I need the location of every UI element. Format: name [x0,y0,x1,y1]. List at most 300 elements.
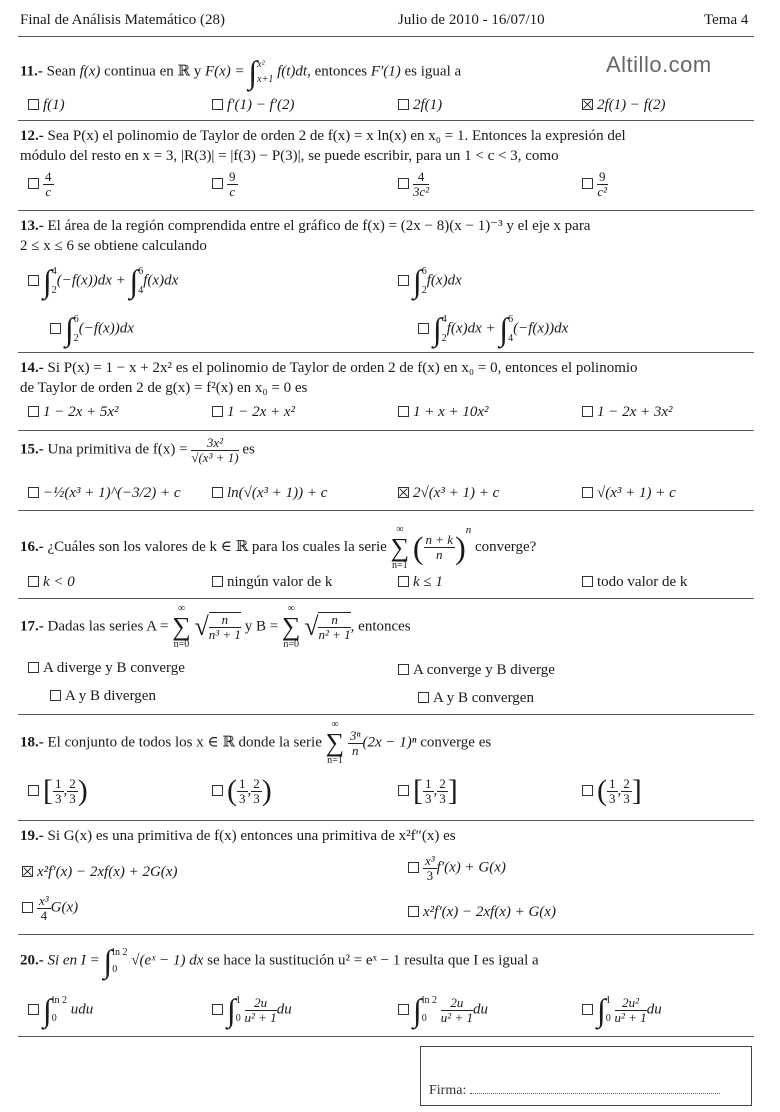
numerator: 9 [599,169,606,184]
checkbox[interactable] [408,862,419,873]
signature-line [470,1081,720,1094]
limits [52,992,67,1028]
option-label: f′(1) − f′(2) [227,97,295,113]
denominator: 4 [40,907,48,923]
option-label: G(x) [50,899,79,916]
lower-limit: n=0 [173,639,190,650]
checkbox[interactable] [28,178,39,189]
q19-option-2[interactable] [408,854,506,882]
checkbox[interactable] [398,576,409,587]
checkbox[interactable] [50,690,61,701]
fraction [237,777,248,805]
numerator: 9 [229,169,236,184]
option-label: −½(x³ + 1)^(−3/2) + c [43,485,181,501]
option-label: √(x³ + 1) + c [597,485,676,501]
divider [18,1036,754,1037]
checkbox[interactable] [28,785,39,796]
watermark-logo: Altillo.com [606,52,712,77]
option-label: A diverge y B converge [43,660,185,676]
integral-sign: ∫ [43,992,52,1028]
q12-option-3[interactable] [398,170,429,198]
lower-limit: 0 [605,1013,611,1024]
q17-text: Dadas las series A = [47,618,169,635]
paren-right: ) [455,529,466,566]
limits [236,992,241,1028]
checkbox[interactable] [28,1004,39,1015]
q12-option-4[interactable] [582,170,608,198]
fraction [348,729,363,757]
lower-limit: 4 [138,285,144,296]
q13-text-1: El área de la región comprendida entre el gráfico de f(x) = (2x − 8)(x − 1)⁻³ y el eje x para [47,218,591,234]
bracket-right: ] [447,774,458,807]
fraction [441,996,473,1024]
q12-stem-line1 [20,126,626,146]
q11-number: 11.- [20,63,43,80]
q20-text-b: se hace la sustitución u² = eˣ − 1 resulta que I es igual a [207,952,539,969]
q17-option-4[interactable] [418,690,534,707]
denominator: 3 [239,790,246,806]
differential: du [646,1001,662,1018]
q15-option-2[interactable] [212,485,327,502]
upper-limit: 1 [605,995,611,1006]
checkbox[interactable] [418,692,429,703]
denominator: u² + 1 [244,1009,277,1025]
checkbox[interactable] [28,275,39,286]
q14-text-1: Si P(x) = 1 − x + 2x² es el polinomio de Taylor de orden 2 de f(x) en x₀ = 0, entonces el polinomio [47,360,638,376]
q13-stem-line1 [20,216,590,236]
checkbox[interactable] [28,406,39,417]
q18-option-3[interactable]: [ $\frac{1}{3}$ , $\frac{2}{3}$ ] [398,776,458,806]
numerator: 1 [55,775,62,791]
q16-option-2[interactable] [212,574,332,591]
q15-text: Una primitiva de f(x) = [47,441,188,458]
fraction [245,996,277,1024]
fraction [53,777,64,805]
lower-limit: n=1 [392,559,408,571]
differential: du [276,1001,292,1018]
upper-limit: ln 2 [112,947,128,958]
option-label: ln(√(x³ + 1)) + c [227,485,328,501]
checkbox[interactable] [212,785,223,796]
q18-option-4[interactable]: ( $\frac{1}{3}$ , $\frac{2}{3}$ ] [582,776,642,806]
fraction [621,777,632,805]
checkbox[interactable] [22,902,33,913]
q11-option-3[interactable] [398,97,442,114]
fraction [37,894,51,922]
fraction [437,777,448,805]
upper-limit: ln 2 [421,995,438,1006]
upper-limit: ∞ [331,719,339,730]
q20-option-1[interactable] [28,992,93,1028]
upper-limit: 6 [508,314,514,325]
denominator: 3 [609,790,616,806]
q12-text-1: Sea P(x) el polinomio de Taylor de orden 2 de f(x) = x ln(x) en x₀ = 1. Entonces la expresión del [47,128,626,144]
lower-limit: 0 [51,1013,57,1024]
q14-option-3[interactable] [398,404,489,421]
q13-option-3[interactable] [50,310,134,348]
option-label: 1 − 2x + x² [227,404,296,420]
q14-stem-line2: de Taylor de orden 2 de g(x) = f²(x) en x₀ = 0 es [20,380,308,396]
limits [112,944,127,978]
q19-option-3[interactable] [22,894,78,922]
fraction [597,170,608,198]
integrand: (−f(x))dx [513,320,569,337]
fraction [615,996,647,1024]
divider [18,510,754,511]
divider [18,210,754,211]
q16-text-end: converge? [474,539,537,555]
divider [18,934,754,935]
q11-limits [257,57,273,87]
option-label: 1 − 2x + 5x² [43,404,119,420]
q20-stem [20,944,539,978]
numerator: n + k [425,532,454,548]
q19-number: 19.- [20,828,44,844]
q14-option-1[interactable] [28,404,119,421]
sqrt-symbol: √ [194,612,209,641]
option-label: k < 0 [43,574,75,590]
q20-number: 20.- [20,952,44,969]
fraction [251,777,262,805]
checkbox[interactable] [212,178,223,189]
q11-lower-limit: x+1 [257,74,274,85]
option-label: f(1) [43,97,65,113]
q16-text: ¿Cuáles son los valores de k ∈ ℝ para los cuales la serie [47,539,387,555]
integrand: f(x)dx [426,272,462,289]
lower-limit: 2 [73,333,79,344]
q13-number: 13.- [20,218,44,234]
checkbox[interactable] [28,662,39,673]
numerator: 2 [439,775,446,791]
q15-stem [20,436,255,464]
lower-limit: n=0 [283,639,299,650]
divider [18,352,754,353]
integral-sign: ∫ [227,992,236,1028]
denominator: 3c² [413,183,430,199]
denominator: n³ + 1 [208,627,241,642]
lower-limit: 0 [235,1013,241,1024]
integral-sign: ∫ [103,943,113,979]
divider [18,714,754,715]
checkbox[interactable] [582,178,593,189]
checkbox[interactable] [28,99,39,110]
checkbox-checked[interactable] [398,487,409,498]
q15-option-1[interactable] [28,485,181,502]
option-label: todo valor de k [597,574,688,590]
denominator: 3 [253,790,260,806]
signature-label: Firma: [429,1083,467,1098]
checkbox-checked[interactable] [582,99,593,110]
checkbox[interactable] [418,323,429,334]
q11-fx: f(x) [79,63,101,80]
fraction [413,170,429,198]
fraction [227,170,238,198]
bracket-right: ] [631,774,642,807]
upper-limit: ∞ [177,603,186,614]
numerator: 3ⁿ [349,727,361,743]
upper-limit: 6 [73,314,79,325]
divider [18,598,754,599]
paren-left: ( [412,529,424,566]
checkbox-checked[interactable] [22,866,33,877]
integral-sign: ∫ [597,992,606,1028]
checkbox[interactable] [398,178,409,189]
fraction [191,436,238,464]
integral-sign: ∫ [413,992,422,1028]
q19-option-4[interactable] [408,904,556,921]
q12-option-2[interactable] [212,170,238,198]
fraction [423,777,434,805]
q16-option-1[interactable] [28,574,75,591]
checkbox[interactable] [28,487,39,498]
q20-option-3[interactable] [398,992,488,1028]
upper-limit: ∞ [287,603,295,614]
signature-field [429,1081,720,1099]
q14-stem-line1 [20,358,638,378]
bracket-left: [ [413,774,423,807]
integral-sign: ∫ [433,311,442,347]
denominator: n [436,547,443,563]
lower-limit: 2 [421,285,427,296]
lower-limit: 0 [112,964,118,975]
option-label: 2f(1) − f(2) [597,97,666,113]
checkbox[interactable] [398,406,409,417]
q17-number: 17.- [20,618,44,635]
q15-text-end: es [242,441,255,458]
numerator: 1 [609,775,616,791]
q15-number: 15.- [20,441,44,458]
q11-option-1[interactable] [28,97,65,114]
denominator: 3 [426,867,434,883]
q13-stem-line2: 2 ≤ x ≤ 6 se obtiene calculando [20,238,207,254]
denominator: 3 [623,790,630,806]
q13-option-1[interactable] [28,262,178,300]
sigma-symbol: ∑ [281,612,301,641]
numerator: 2 [253,775,260,791]
checkbox[interactable] [398,99,409,110]
lower-limit: 2 [51,285,57,296]
checkbox[interactable] [582,785,593,796]
q17-option-1[interactable] [28,660,185,677]
numerator: n [318,613,350,628]
lower-limit: n=1 [327,755,343,766]
q17-stem [20,604,411,650]
integral-sign: ∫ [413,263,422,299]
integral-sign: ∫ [248,54,258,90]
q18-stem [20,720,491,766]
summation [172,604,191,650]
fraction [424,533,456,561]
checkbox[interactable] [582,576,593,587]
exam-title: Final de Análisis Matemático (28) [20,12,225,28]
integrand: udu [70,1001,94,1018]
q13-option-4[interactable] [418,310,568,348]
numerator: x³ [425,853,435,868]
checkbox[interactable] [28,576,39,587]
numerator: n [209,613,241,628]
numerator: 4 [413,170,429,185]
checkbox[interactable] [212,406,223,417]
denominator: 3 [439,790,446,806]
option-label: 1 − 2x + 3x² [597,404,673,420]
bracket-right: ) [77,774,88,807]
fraction [318,612,350,641]
q12-stem-line2: módulo del resto en x = 3, |R(3)| = |f(3) − P(3)|, se puede escribir, para un 1 < c < 3, como [20,148,559,164]
summation [326,720,345,766]
q14-option-4[interactable] [582,404,673,421]
fraction [67,777,78,805]
q18-option-1[interactable]: [ $\frac{1}{3}$ , $\frac{2}{3}$ ) [28,776,88,806]
q11-text-a: Sean [46,63,76,80]
q13-option-2[interactable] [398,262,462,300]
q20-option-4[interactable] [582,992,662,1028]
upper-limit: 4 [51,266,57,277]
integrand: (−f(x))dx [78,320,134,337]
checkbox[interactable] [50,323,61,334]
denominator: c [45,183,52,199]
option-label: 2f(1) [413,97,443,113]
q17-text-end: , entonces [350,618,411,635]
integrand: √(eˣ − 1) dx [131,952,204,969]
signature-box[interactable] [420,1046,752,1106]
divider [18,820,754,821]
q19-text: Si G(x) es una primitiva de f(x) entonces una primitiva de x²f″(x) es [47,828,456,844]
bracket-left: ( [597,774,607,807]
checkbox[interactable] [398,1004,409,1015]
exam-tema: Tema 4 [704,12,749,28]
option-label: x²f′(x) − 2xf(x) + G(x) [423,904,556,920]
bracket-left: ( [227,774,237,807]
lower-limit: 0 [421,1013,427,1024]
checkbox[interactable] [212,576,223,587]
exam-date: Julio de 2010 - 16/07/10 [398,12,545,28]
q16-option-3[interactable] [398,574,443,591]
q18-number: 18.- [20,734,44,751]
sigma-symbol: ∑ [325,728,345,757]
q17-option-2[interactable] [398,662,555,679]
integral-sign: ∫ [65,311,74,347]
integral-sign: ∫ [499,311,509,347]
checkbox[interactable] [582,1004,593,1015]
summation [391,525,410,571]
integrand: (−f(x))dx + [56,272,126,289]
numerator: 2u [441,996,473,1011]
option-label: A converge y B diverge [413,662,555,678]
lower-limit: 4 [508,333,514,344]
numerator: 1 [239,775,246,791]
numerator: 2u² [615,996,647,1011]
denominator: √(x³ + 1) [191,449,239,465]
sigma-symbol: ∑ [390,532,410,562]
q11-integrand: f(t)dt, [277,63,311,80]
upper-limit: 6 [421,266,427,277]
numerator: x³ [39,893,49,908]
q11-Fx: F(x) = [204,63,245,80]
option-label: f′(x) + G(x) [436,859,506,876]
q14-number: 14.- [20,360,44,376]
q17-option-3[interactable] [50,688,156,705]
numerator: 2 [623,775,630,791]
q17-text-mid: y B = [244,618,279,635]
checkbox[interactable] [212,487,223,498]
option-label: A y B convergen [433,690,534,706]
numerator: 2u [245,996,277,1011]
fraction [43,170,54,198]
divider [18,36,754,37]
q16-number: 16.- [20,539,44,555]
option-label: A y B divergen [65,688,156,704]
q16-option-4[interactable] [582,574,687,591]
q19-option-1[interactable] [22,864,177,881]
denominator: u² + 1 [614,1009,647,1025]
fraction [607,777,618,805]
numerator: 3x² [191,436,238,451]
q20-text-a: Si en I = [47,952,100,969]
lower-limit: 2 [441,333,447,344]
checkbox[interactable] [398,785,409,796]
series-term: (2x − 1)ⁿ [362,734,417,751]
checkbox[interactable] [212,1004,223,1015]
upper-limit: ln 2 [51,995,68,1006]
denominator: n² + 1 [318,627,351,642]
checkbox[interactable] [398,275,409,286]
option-label: k ≤ 1 [413,574,443,590]
exponent: n [465,524,472,536]
denominator: c [229,183,236,199]
checkbox[interactable] [212,99,223,110]
q20-option-2[interactable] [212,992,292,1028]
numerator: 4 [45,169,52,184]
checkbox[interactable] [408,906,419,917]
upper-limit: 6 [138,266,144,277]
q15-option-3[interactable] [398,485,499,502]
checkbox[interactable] [398,664,409,675]
upper-limit: 4 [441,314,447,325]
sigma-symbol: ∑ [172,612,191,641]
divider [18,430,754,431]
q16-stem [20,520,536,571]
q18-option-2[interactable]: ( $\frac{1}{3}$ , $\frac{2}{3}$ ) [212,776,272,806]
q19-stem [20,826,456,846]
numerator: 1 [425,775,432,791]
q11-option-2[interactable] [212,97,295,114]
limits [606,992,611,1028]
option-label: x²f′(x) − 2xf(x) + 2G(x) [37,864,178,880]
q18-text-end: converge es [420,734,492,751]
q11-Fprime: F′(1) [370,63,401,80]
upper-limit: ∞ [396,523,404,535]
divider [18,120,754,121]
option-label: 1 + x + 10x² [413,404,489,420]
checkbox[interactable] [582,406,593,417]
q11-option-4[interactable] [582,97,665,114]
denominator: 3 [55,790,62,806]
q15-option-4[interactable] [582,485,676,502]
denominator: 3 [69,790,76,806]
bracket-right: ) [261,774,272,807]
checkbox[interactable] [582,487,593,498]
q12-option-1[interactable] [28,170,54,198]
bracket-left: [ [43,774,53,807]
integral-sign: ∫ [43,263,52,299]
q14-option-2[interactable] [212,404,295,421]
q11-text-b: continua en ℝ y [104,63,202,80]
option-label: ningún valor de k [227,574,333,590]
fraction [423,854,437,882]
q11-stem [20,56,461,88]
denominator: c² [597,183,608,199]
denominator: u² + 1 [440,1009,473,1025]
